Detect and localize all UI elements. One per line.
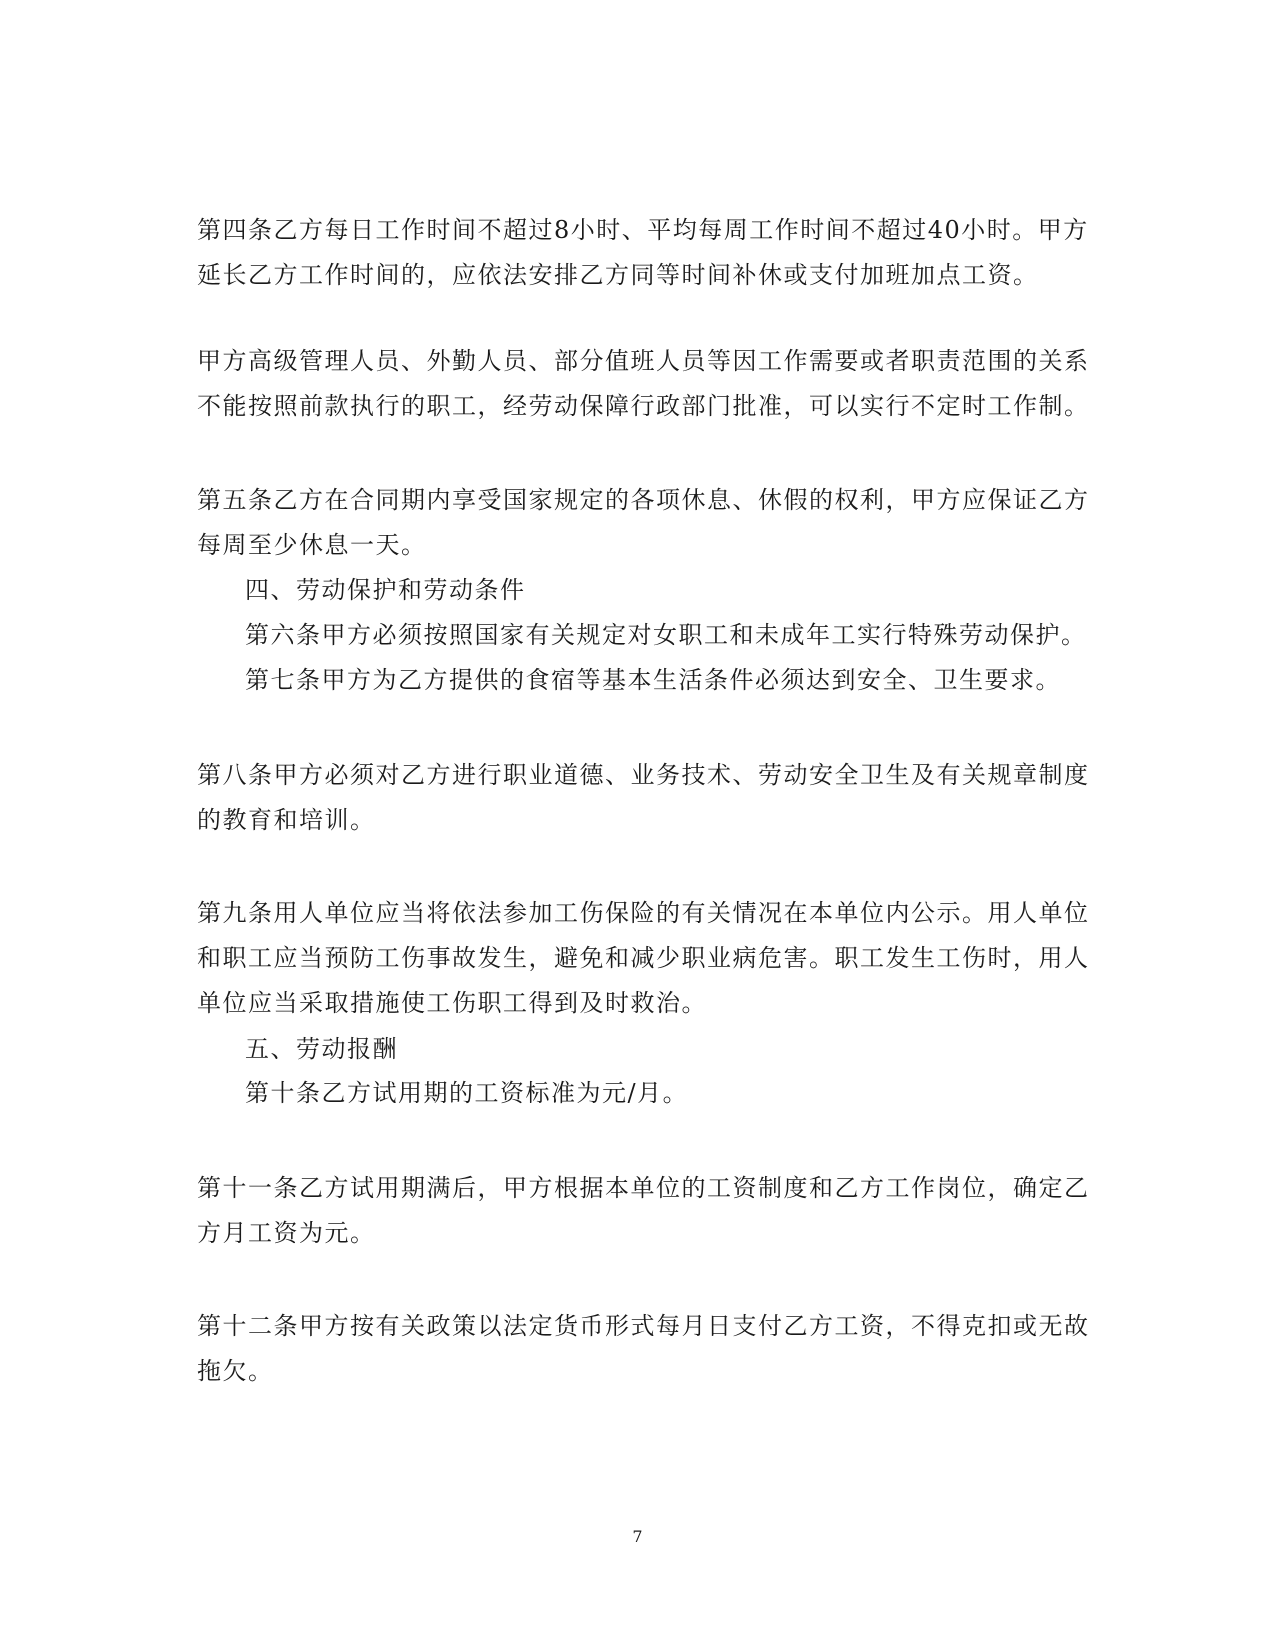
article-4-line-2: 延长乙方工作时间的，应依法安排乙方同等时间补休或支付加班加点工资。: [197, 261, 1039, 289]
article-12-line-1: 第十二条甲方按有关政策以法定货币形式每月日支付乙方工资，不得克扣或无故: [197, 1312, 1090, 1340]
article-4-para-2-line-2: 不能按照前款执行的职工，经劳动保障行政部门批准，可以实行不定时工作制。: [197, 392, 1090, 420]
article-5-line-1: 第五条乙方在合同期内享受国家规定的各项休息、休假的权利，甲方应保证乙方: [197, 486, 1090, 514]
article-7: 第七条甲方为乙方提供的食宿等基本生活条件必须达到安全、卫生要求。: [245, 666, 1061, 694]
section-4-heading: 四、劳动保护和劳动条件: [245, 576, 526, 604]
article-5-line-2: 每周至少休息一天。: [197, 531, 427, 559]
article-10: 第十条乙方试用期的工资标准为元/月。: [245, 1079, 689, 1107]
article-9-line-1: 第九条用人单位应当将依法参加工伤保险的有关情况在本单位内公示。用人单位: [197, 899, 1090, 927]
article-4-line-1: 第四条乙方每日工作时间不超过8小时、平均每周工作时间不超过40小时。甲方: [197, 216, 1089, 244]
article-6: 第六条甲方必须按照国家有关规定对女职工和未成年工实行特殊劳动保护。: [245, 621, 1087, 649]
article-9-line-3: 单位应当采取措施使工伤职工得到及时救治。: [197, 989, 707, 1017]
article-8-line-2: 的教育和培训。: [197, 806, 376, 834]
article-8-line-1: 第八条甲方必须对乙方进行职业道德、业务技术、劳动安全卫生及有关规章制度: [197, 761, 1090, 789]
article-11-line-2: 方月工资为元。: [197, 1219, 376, 1247]
article-12-line-2: 拖欠。: [197, 1357, 274, 1385]
article-11-line-1: 第十一条乙方试用期满后，甲方根据本单位的工资制度和乙方工作岗位，确定乙: [197, 1174, 1090, 1202]
section-5-heading: 五、劳动报酬: [245, 1035, 398, 1063]
page-number: 7: [632, 1527, 643, 1546]
article-4-para-2-line-1: 甲方高级管理人员、外勤人员、部分值班人员等因工作需要或者职责范围的关系: [197, 347, 1090, 375]
article-9-line-2: 和职工应当预防工伤事故发生，避免和减少职业病危害。职工发生工伤时，用人: [197, 944, 1090, 972]
